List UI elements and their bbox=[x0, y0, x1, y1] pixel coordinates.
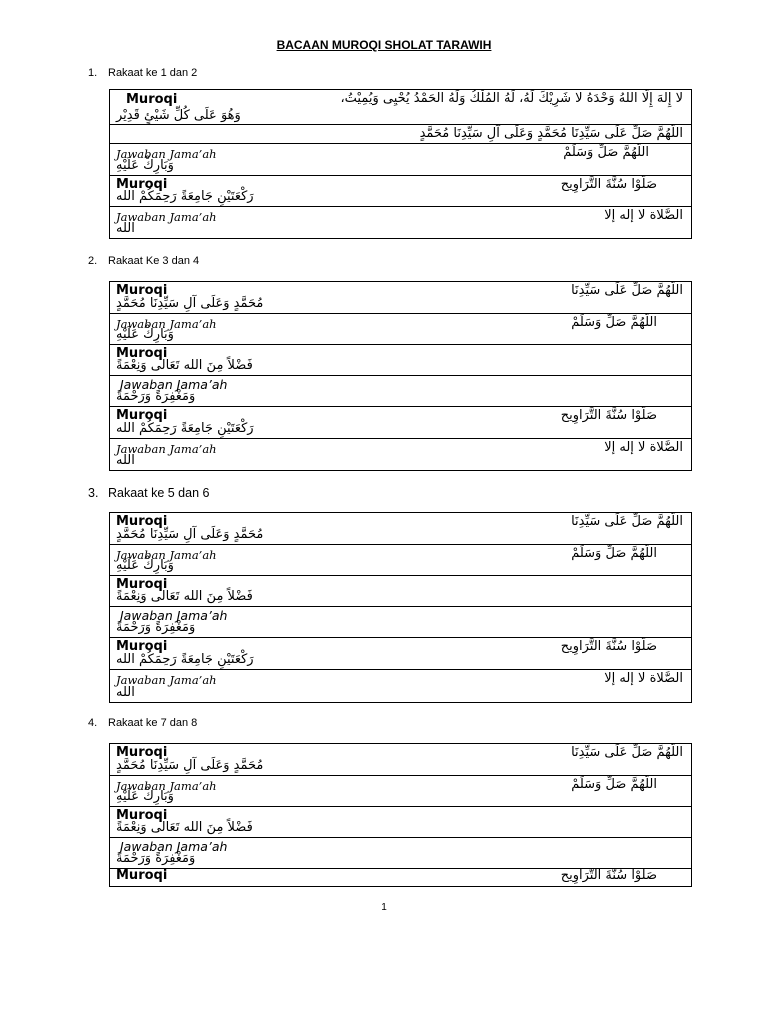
jawaban-label: Jawaban Jama’ah bbox=[120, 608, 228, 623]
jawaban-label: Jawaban Jama’ah bbox=[120, 377, 228, 392]
section-heading-2 bbox=[88, 255, 199, 267]
section-number: 2. bbox=[88, 255, 98, 267]
section-label: Rakaat Ke 3 dan 4 bbox=[108, 255, 200, 267]
table-row bbox=[110, 545, 691, 576]
muroqi-label: Muroqi bbox=[116, 745, 168, 760]
muroqi-label: Muroqi bbox=[116, 408, 168, 423]
arabic-text: اللّهُمَّ صَلِّ وَسَلِّمْ bbox=[571, 777, 657, 792]
arabic-text: وَمَغْفِرَةً وَرَحْمَةً bbox=[116, 851, 196, 866]
table-row bbox=[110, 314, 691, 345]
arabic-text: وَبَارِكْ عَلَيْهِ bbox=[116, 158, 174, 173]
arabic-text: اللّهُمَّ صَلِّ وَسَلِّمْ bbox=[571, 315, 657, 330]
table-row bbox=[110, 576, 691, 607]
arabic-text: رَكْعَتَيْنِ جَامِعَةً رَحِمَكُمْ الله bbox=[116, 189, 254, 204]
jawaban-label: Jawaban Jama’ah bbox=[116, 210, 217, 224]
table-row bbox=[110, 125, 691, 144]
section-label: Rakaat ke 7 dan 8 bbox=[108, 717, 198, 729]
arabic-text: فَضْلاً مِنَ الله تَعَالى وَنِعْمَةً bbox=[116, 589, 253, 604]
arabic-text: رَكْعَتَيْنِ جَامِعَةً رَحِمَكُمْ الله bbox=[116, 421, 254, 436]
jawaban-label: Jawaban Jama’ah bbox=[116, 147, 217, 161]
arabic-text: مُحَمَّدٍ وَعَلَى آلِ سَيِّدِنَا مُحَمَّدٍ bbox=[116, 527, 264, 542]
page-number: 1 bbox=[381, 902, 387, 913]
table-row bbox=[110, 776, 691, 807]
table-row bbox=[110, 607, 691, 638]
table-row bbox=[110, 207, 691, 238]
arabic-text: مُحَمَّدٍ وَعَلَى آلِ سَيِّدِنَا مُحَمَّدٍ bbox=[116, 296, 264, 311]
arabic-text: اللّهُمَّ صَلِّ وَسَلِّمْ bbox=[563, 145, 649, 160]
section-number: 3. bbox=[88, 486, 99, 500]
arabic-text: وَمَغْفِرَةً وَرَحْمَةً bbox=[116, 620, 196, 635]
section-3-table bbox=[109, 512, 692, 703]
jawaban-label: Jawaban Jama’ah bbox=[116, 673, 217, 687]
arabic-text: صَلُّوْا سُنَّةَ التَّرَاوِيح bbox=[560, 408, 657, 423]
table-row bbox=[110, 838, 691, 869]
arabic-text: مُحَمَّدٍ وَعَلَى آلِ سَيِّدِنَا مُحَمَّدٍ bbox=[116, 758, 264, 773]
arabic-text: الله bbox=[116, 453, 135, 468]
arabic-text: اللّهُمَّ صَلِّ عَلَى سَيِّدِنَا bbox=[571, 283, 683, 298]
table-row bbox=[110, 90, 691, 125]
table-row bbox=[110, 670, 691, 702]
section-label: Rakaat ke 1 dan 2 bbox=[108, 67, 198, 79]
document-title: BACAAN MUROQI SHOLAT TARAWIH bbox=[276, 38, 492, 52]
arabic-text: صَلُّوْا سُنَّةَ التَّرَاوِيح bbox=[560, 869, 657, 883]
muroqi-label: Muroqi bbox=[116, 514, 168, 529]
muroqi-label: Muroqi bbox=[116, 283, 168, 298]
arabic-text: رَكْعَتَيْنِ جَامِعَةً رَحِمَكُمْ الله bbox=[116, 652, 254, 667]
section-heading-1 bbox=[88, 67, 197, 79]
table-row bbox=[110, 345, 691, 376]
arabic-text: صَلُّوْا سُنَّةَ التَّرَاوِيح bbox=[560, 639, 657, 654]
arabic-text: الصَّلاة لا إله إلا bbox=[604, 671, 683, 686]
arabic-text: فَضْلاً مِنَ الله تَعَالى وَنِعْمَةً bbox=[116, 820, 253, 835]
arabic-text: الله bbox=[116, 685, 135, 700]
muroqi-label: Muroqi bbox=[116, 177, 168, 192]
table-row bbox=[110, 744, 691, 776]
jawaban-label: Jawaban Jama’ah bbox=[116, 317, 217, 331]
arabic-text: اللّهُمَّ صَلِّ عَلَى سَيِّدِنَا bbox=[571, 514, 683, 529]
table-row bbox=[110, 513, 691, 545]
section-label: Rakaat ke 5 dan 6 bbox=[108, 486, 210, 500]
section-heading-3 bbox=[88, 486, 209, 500]
muroqi-label: Muroqi bbox=[116, 639, 168, 654]
muroqi-label: Muroqi bbox=[116, 869, 168, 883]
arabic-text: وَبَارِكْ عَلَيْهِ bbox=[116, 789, 174, 804]
table-row bbox=[110, 282, 691, 314]
arabic-text: اللّهُمَّ صَلِّ عَلَى سَيِّدِنَا مُحَمَّدٍ وَعَلَى آلِ سَيِّدِنَا مُحَمَّدٍ bbox=[419, 126, 683, 141]
section-heading-4 bbox=[88, 717, 197, 729]
arabic-text: الصَّلاة لا إله إلا bbox=[604, 440, 683, 455]
section-number: 4. bbox=[88, 717, 98, 729]
section-number: 1. bbox=[88, 67, 98, 79]
arabic-text: اللّهُمَّ صَلِّ عَلَى سَيِّدِنَا bbox=[571, 745, 683, 760]
table-row bbox=[110, 407, 691, 439]
section-1-table bbox=[109, 89, 692, 239]
section-4-table bbox=[109, 743, 692, 887]
jawaban-label: Jawaban Jama’ah bbox=[116, 779, 217, 793]
arabic-text: وَبَارِكْ عَلَيْهِ bbox=[116, 327, 174, 342]
muroqi-label: Muroqi bbox=[116, 577, 168, 592]
muroqi-label: Muroqi bbox=[116, 346, 168, 361]
muroqi-label: Muroqi bbox=[116, 808, 168, 823]
arabic-text: وَبَارِكْ عَلَيْهِ bbox=[116, 558, 174, 573]
table-row bbox=[110, 439, 691, 470]
arabic-text: فَضْلاً مِنَ الله تَعَالى وَنِعْمَةً bbox=[116, 358, 253, 373]
table-row bbox=[110, 638, 691, 670]
arabic-text: لا إِلهَ إِلَّا اللهُ وَحْدَهُ لا شَرِيْكَ لَهُ، لَهُ المُلْكُ وَلَهُ الحَمْدُ يُحْيِى وَيُمِيْتُ، bbox=[340, 91, 683, 106]
table-row bbox=[110, 376, 691, 407]
table-row bbox=[110, 144, 691, 176]
arabic-text: اللّهُمَّ صَلِّ وَسَلِّمْ bbox=[571, 546, 657, 561]
jawaban-label: Jawaban Jama’ah bbox=[116, 548, 217, 562]
jawaban-label: Jawaban Jama’ah bbox=[116, 442, 217, 456]
arabic-text: وَمَغْفِرَةً وَرَحْمَةً bbox=[116, 389, 196, 404]
arabic-text: الله bbox=[116, 221, 135, 236]
arabic-text: صَلُّوْا سُنَّةَ التَّرَاوِيح bbox=[560, 177, 657, 192]
arabic-text: وَهُوَ عَلَى كُلِّ شَيْئٍ قَدِيْر bbox=[116, 108, 241, 123]
table-row bbox=[110, 807, 691, 838]
muroqi-label: Muroqi bbox=[126, 92, 178, 107]
arabic-text: الصَّلاة لا إله إلا bbox=[604, 208, 683, 223]
jawaban-label: Jawaban Jama’ah bbox=[120, 839, 228, 854]
table-row bbox=[110, 869, 691, 886]
section-2-table bbox=[109, 281, 692, 471]
table-row bbox=[110, 176, 691, 207]
